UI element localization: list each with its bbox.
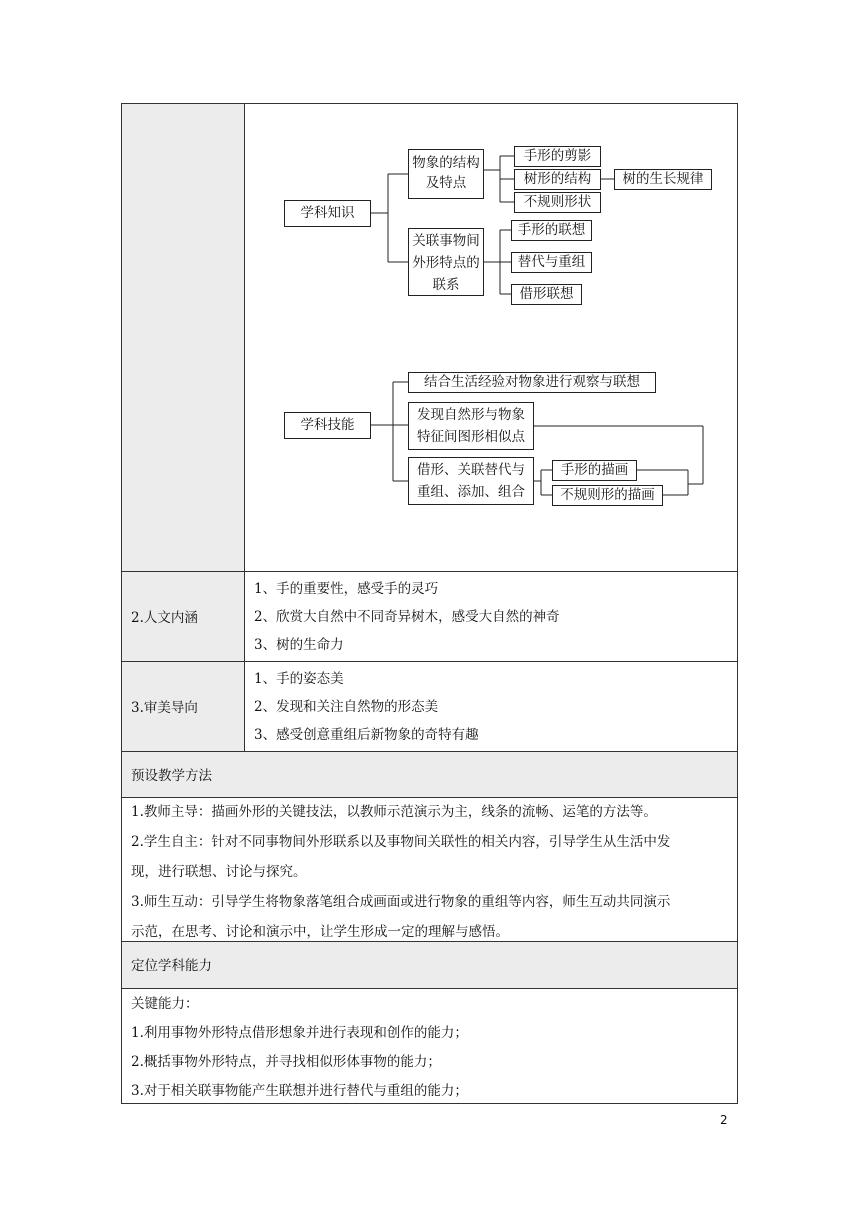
tree-growth-box xyxy=(614,169,712,190)
knowledge-child-4-label: 手形的联想 xyxy=(517,222,586,238)
skills-item3-box xyxy=(408,457,534,505)
knowledge-branch1-label: 物象的结构及特点 xyxy=(412,155,480,191)
knowledge-branch1-box xyxy=(408,149,484,199)
humanistic-line-1: 1、手的重要性，感受手的灵巧 xyxy=(254,581,439,597)
methods-body xyxy=(131,797,731,947)
ability-line-3: 2.概括事物外形特点，并寻找相似形体事物的能力； xyxy=(131,1054,441,1070)
knowledge-branch2-label: 关联事物间外形特点的联系 xyxy=(412,233,480,293)
humanistic-list xyxy=(254,575,560,659)
knowledge-child-borrow-shape xyxy=(511,284,582,305)
methods-line-2: 2.学生自主：针对不同事物间外形联系以及事物间关联性的相关内容，引导学生从生活中发 xyxy=(131,834,671,850)
aesthetic-line-3: 3、感受创意重组后新物象的奇特有趣 xyxy=(254,727,479,743)
skills-root-box xyxy=(284,412,371,439)
ability-line-2: 1.利用事物外形特点借形想象并进行表现和创作的能力； xyxy=(131,1025,468,1041)
knowledge-child-2-label: 树形的结构 xyxy=(523,171,592,187)
ability-line-4: 3.对于相关联事物能产生联想并进行替代与重组的能力； xyxy=(131,1083,468,1099)
knowledge-child-hand-silhouette xyxy=(514,146,601,167)
humanistic-line-3: 3、树的生命力 xyxy=(254,637,344,653)
skills-item2-box xyxy=(408,402,534,450)
ability-heading: 定位学科能力 xyxy=(131,958,212,974)
skills-child-1-label: 手形的描画 xyxy=(560,462,629,478)
knowledge-child-6-label: 借形联想 xyxy=(519,286,574,302)
humanistic-line-2: 2、欣赏大自然中不同奇异树木，感受大自然的神奇 xyxy=(254,609,560,625)
knowledge-child-irregular-shape xyxy=(514,192,601,213)
methods-line-1: 1.教师主导：描画外形的关键技法，以教师示范演示为主，线条的流畅、运笔的方法等。 xyxy=(131,804,657,820)
skills-child-2-label: 不规则形的描画 xyxy=(560,487,655,503)
aesthetic-label: 3.审美导向 xyxy=(131,700,198,716)
skills-child-irregular-drawing xyxy=(552,485,663,506)
skills-item1-label: 结合生活经验对物象进行观察与联想 xyxy=(424,374,640,390)
page-number: 2 xyxy=(720,1113,728,1127)
skills-item3-label: 借形、关联替代与重组、添加、组合 xyxy=(417,462,525,500)
knowledge-child-tree-structure xyxy=(514,169,601,190)
knowledge-child-1-label: 手形的剪影 xyxy=(523,148,592,164)
skills-item1-box xyxy=(408,372,656,393)
skills-child-hand-drawing xyxy=(552,460,637,481)
methods-heading: 预设教学方法 xyxy=(131,768,212,784)
knowledge-root-box xyxy=(284,200,371,227)
aesthetic-line-2: 2、发现和关注自然物的形态美 xyxy=(254,699,439,715)
tree-growth-label: 树的生长规律 xyxy=(622,171,704,187)
methods-line-4: 3.师生互动：引导学生将物象落笔组合成画面或进行物象的重组等内容，师生互动共同演示 xyxy=(131,894,671,910)
knowledge-child-3-label: 不规则形状 xyxy=(523,194,592,210)
methods-line-5: 示范，在思考、讨论和演示中，让学生形成一定的理解与感悟。 xyxy=(131,924,509,940)
knowledge-branch2-box xyxy=(408,228,484,296)
knowledge-child-hand-association xyxy=(511,220,592,241)
humanistic-label: 2.人文内涵 xyxy=(131,610,198,626)
knowledge-child-substitute xyxy=(511,252,592,273)
ability-heading-row xyxy=(122,941,737,988)
methods-heading-row xyxy=(122,751,737,797)
knowledge-child-5-label: 替代与重组 xyxy=(517,254,586,270)
methods-line-3: 现，进行联想、讨论与探究。 xyxy=(131,864,307,880)
ability-body xyxy=(131,990,468,1106)
aesthetic-line-1: 1、手的姿态美 xyxy=(254,671,344,687)
ability-line-1: 关键能力： xyxy=(131,996,199,1012)
skills-root-label: 学科技能 xyxy=(300,417,355,433)
aesthetic-list xyxy=(254,665,479,749)
skills-item2-label: 发现自然形与物象特征间图形相似点 xyxy=(417,407,525,445)
knowledge-root-label: 学科知识 xyxy=(300,205,355,221)
